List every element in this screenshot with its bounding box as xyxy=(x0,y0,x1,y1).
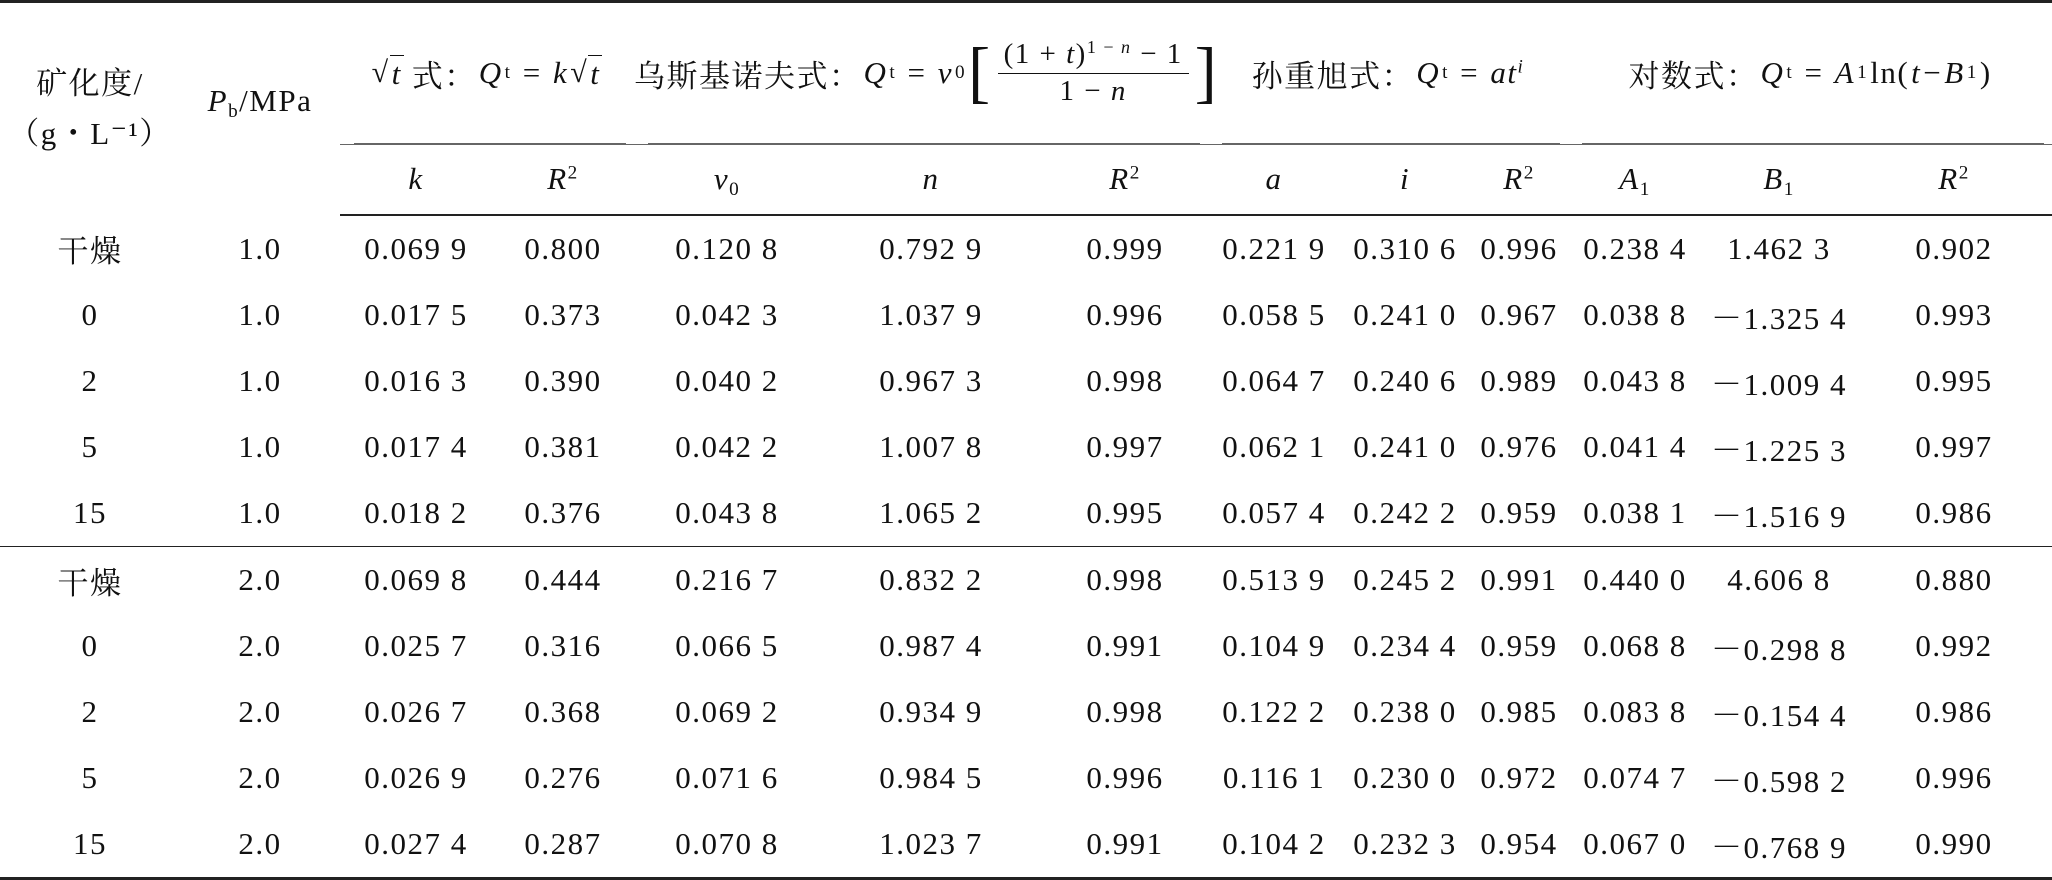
table-cell: 0.116 1 xyxy=(1222,760,1326,795)
header-pb: $P_b$/MPa xyxy=(207,83,313,122)
table-cell: 0 xyxy=(81,297,99,332)
table-cell: 1.007 8 xyxy=(879,429,983,464)
table-cell: 0.998 xyxy=(1086,694,1164,729)
table-cell: 0.238 4 xyxy=(1583,231,1687,266)
table-row xyxy=(0,613,2052,679)
table-row xyxy=(0,745,2052,811)
table-cell: 0.276 xyxy=(524,760,602,795)
table-cell: 0.043 8 xyxy=(1583,363,1687,398)
table-cell: 0.069 2 xyxy=(675,694,779,729)
table-cell: 干燥 xyxy=(57,234,123,269)
table-cell: 0.122 2 xyxy=(1222,694,1326,729)
subheader-a1: $A_1$ xyxy=(1568,144,1702,215)
table-cell: 2.0 xyxy=(238,628,282,663)
header-row-1 xyxy=(0,2,2052,144)
table-cell: 0.800 xyxy=(524,231,602,266)
table-cell: 0.245 2 xyxy=(1340,547,1470,614)
table-cell: 0.986 xyxy=(1915,694,1993,729)
table-cell: 0.069 9 xyxy=(364,231,468,266)
table-row xyxy=(0,348,2052,414)
header-group-uskinov: 乌斯基诺夫式： Q t = v 0 [ $\frac{(1 + t)^{1 - n} - 1}{1 - n}$ ] xyxy=(634,2,1208,144)
table-cell: 5 xyxy=(81,760,99,795)
table-cell: 4.606 8 xyxy=(1702,547,1856,614)
table-cell: 0.995 xyxy=(1086,495,1164,530)
table-cell: 0.513 9 xyxy=(1208,547,1340,614)
table-cell: 0.986 xyxy=(1915,495,1993,530)
table-cell: －0.298 8 xyxy=(1711,631,1848,667)
table-cell: 0.026 9 xyxy=(364,760,468,795)
table-cell: 2.0 xyxy=(238,826,282,861)
subheader-r2-b: $R^2$ xyxy=(1042,144,1208,215)
subheader-b1: $B_1$ xyxy=(1702,144,1856,215)
table-cell: －1.516 9 xyxy=(1711,498,1848,534)
table-cell: 0.832 2 xyxy=(820,547,1042,614)
table-cell: 0.038 8 xyxy=(1583,297,1687,332)
table-cell: 0.995 xyxy=(1915,363,1993,398)
table-cell: 0.221 9 xyxy=(1222,231,1326,266)
table-cell: 0.998 xyxy=(1042,547,1208,614)
table-cell: 干燥 xyxy=(0,547,180,614)
table-row xyxy=(0,679,2052,745)
table-row xyxy=(0,215,2052,282)
group-sqrt-label: 式： xyxy=(411,58,477,94)
table-cell: 0.042 3 xyxy=(675,297,779,332)
header-mineralization xyxy=(0,2,180,216)
table-cell: 0.996 xyxy=(1086,297,1164,332)
subheader-i: i xyxy=(1340,144,1470,215)
table-cell: 0.017 5 xyxy=(364,297,468,332)
table-cell: 0.991 xyxy=(1086,826,1164,861)
table-cell: 0.287 xyxy=(524,826,602,861)
table-cell: 0.230 0 xyxy=(1353,760,1457,795)
table-cell: 0.880 xyxy=(1856,547,2052,614)
table-cell: 0.026 7 xyxy=(364,694,468,729)
table-cell: 0.967 xyxy=(1480,297,1558,332)
table-cell: 0.985 xyxy=(1480,694,1558,729)
table-cell: －0.154 4 xyxy=(1711,697,1848,733)
table-cell: 0.018 2 xyxy=(364,495,468,530)
table-cell: 0.083 8 xyxy=(1583,694,1687,729)
table-cell: 2.0 xyxy=(238,760,282,795)
table-cell: 0.959 xyxy=(1480,495,1558,530)
table-cell: 1.065 2 xyxy=(879,495,983,530)
table-cell: 0.234 4 xyxy=(1353,628,1457,663)
table-cell: 2 xyxy=(81,694,99,729)
table-cell: 0.440 0 xyxy=(1568,547,1702,614)
table-cell: 0.016 3 xyxy=(364,363,468,398)
header-mineralization-line1: 矿化度/ xyxy=(36,66,144,102)
table-cell: 0.997 xyxy=(1915,429,1993,464)
group-uskinov-label: 乌斯基诺夫式： xyxy=(634,58,862,94)
subheader-r2-d: $R^2$ xyxy=(1856,144,2052,215)
table-cell: 0.017 4 xyxy=(364,429,468,464)
table-cell: 0.967 3 xyxy=(879,363,983,398)
table-cell: 0.104 9 xyxy=(1222,628,1326,663)
table-cell: 0.043 8 xyxy=(675,495,779,530)
table-cell: 0.959 xyxy=(1480,628,1558,663)
table-row xyxy=(0,480,2052,547)
table-cell: 0.057 4 xyxy=(1222,495,1326,530)
table-cell: 0.996 xyxy=(1086,760,1164,795)
table-cell: 0.954 xyxy=(1480,826,1558,861)
table-cell: －1.225 3 xyxy=(1711,432,1848,468)
table-cell: 0.071 6 xyxy=(675,760,779,795)
table-cell: 1.0 xyxy=(238,429,282,464)
table-cell: 0.376 xyxy=(524,495,602,530)
table-row xyxy=(0,811,2052,879)
table-cell: 0.042 2 xyxy=(675,429,779,464)
table-cell: 0.025 7 xyxy=(364,628,468,663)
table-cell: －0.598 2 xyxy=(1711,763,1848,799)
subheader-r2-a: $R^2$ xyxy=(492,144,634,215)
table-cell: 0.991 xyxy=(1086,628,1164,663)
header-group-sun: 孙重旭式： Q t = $at^i$ xyxy=(1208,2,1568,144)
header-group-log: 对数式： Q t = A 1 ln( t − B 1 ) xyxy=(1568,2,2052,144)
table-cell: 0.238 0 xyxy=(1353,694,1457,729)
table-cell: 0.998 xyxy=(1086,363,1164,398)
group-sun-label: 孙重旭式： xyxy=(1251,58,1415,94)
subheader-a: a xyxy=(1208,144,1340,215)
table-cell: 0.120 8 xyxy=(675,231,779,266)
table-cell: 0.902 xyxy=(1915,231,1993,266)
table-cell: 0.792 9 xyxy=(879,231,983,266)
table-cell: 0.040 2 xyxy=(675,363,779,398)
table-cell: 0.066 5 xyxy=(675,628,779,663)
table-row xyxy=(0,414,2052,480)
table-cell: 0.381 xyxy=(524,429,602,464)
subheader-n: n xyxy=(820,144,1042,215)
table-cell: 0.368 xyxy=(524,694,602,729)
table-cell: 0.996 xyxy=(1480,231,1558,266)
table-cell: 0.041 4 xyxy=(1583,429,1687,464)
table-cell: 0.992 xyxy=(1915,628,1993,663)
table-cell: 0.242 2 xyxy=(1353,495,1457,530)
table-cell: 0.999 xyxy=(1086,231,1164,266)
table-cell: 0 xyxy=(81,628,99,663)
table-cell: 0.987 4 xyxy=(879,628,983,663)
subheader-r2-c: $R^2$ xyxy=(1470,144,1568,215)
table-cell: 15 xyxy=(73,495,107,530)
table-cell: 0.216 7 xyxy=(634,547,820,614)
table-cell: 1.0 xyxy=(238,297,282,332)
table-cell: 0.240 6 xyxy=(1353,363,1457,398)
table-cell: 0.074 7 xyxy=(1583,760,1687,795)
table-cell: 0.070 8 xyxy=(675,826,779,861)
subheader-v0: $v_0$ xyxy=(634,144,820,215)
table-body xyxy=(0,215,2052,879)
table-cell: 1.462 3 xyxy=(1727,231,1831,266)
table-cell: 5 xyxy=(81,429,99,464)
table-cell: 0.984 5 xyxy=(879,760,983,795)
table-row xyxy=(0,547,2052,614)
table-cell: 0.993 xyxy=(1915,297,1993,332)
table-cell: 0.067 0 xyxy=(1583,826,1687,861)
group-log-label: 对数式： xyxy=(1628,58,1759,94)
subheader-k: k xyxy=(340,144,492,215)
table-cell: 0.373 xyxy=(524,297,602,332)
table-cell: 0.058 5 xyxy=(1222,297,1326,332)
table-cell: 0.444 xyxy=(492,547,634,614)
table-row xyxy=(0,282,2052,348)
table-cell: 0.934 9 xyxy=(879,694,983,729)
table-cell: 2.0 xyxy=(238,694,282,729)
table-cell: 0.068 8 xyxy=(1583,628,1687,663)
table-cell: 0.989 xyxy=(1480,363,1558,398)
table-cell: 0.976 xyxy=(1480,429,1558,464)
table-cell: 0.316 xyxy=(524,628,602,663)
table-cell: 1.037 9 xyxy=(879,297,983,332)
table-cell: 0.232 3 xyxy=(1353,826,1457,861)
table-cell: 0.241 0 xyxy=(1353,429,1457,464)
table-cell: 0.069 8 xyxy=(340,547,492,614)
table-cell: 0.390 xyxy=(524,363,602,398)
header-mineralization-line2: （g・L⁻¹） xyxy=(8,116,172,151)
table-cell: 0.991 xyxy=(1470,547,1568,614)
header-group-sqrt: √ t 式： Q t = k √ t xyxy=(340,2,634,144)
table-cell: 0.990 xyxy=(1915,826,1993,861)
table-cell: 0.064 7 xyxy=(1222,363,1326,398)
table-cell: 0.310 6 xyxy=(1353,231,1457,266)
table-cell: 0.027 4 xyxy=(364,826,468,861)
table-cell: 1.0 xyxy=(238,363,282,398)
table-cell: 2 xyxy=(81,363,99,398)
header-pb-unit: /MPa xyxy=(239,83,313,118)
table-cell: 1.0 xyxy=(238,495,282,530)
table-cell: 15 xyxy=(73,826,107,861)
table-cell: －0.768 9 xyxy=(1711,829,1848,865)
table-cell: 0.996 xyxy=(1915,760,1993,795)
table-cell: 1.023 7 xyxy=(879,826,983,861)
table-cell: 0.038 1 xyxy=(1583,495,1687,530)
table-cell: 1.0 xyxy=(238,230,282,266)
table-cell: 0.997 xyxy=(1086,429,1164,464)
table-cell: 0.241 0 xyxy=(1353,297,1457,332)
table-cell: 0.062 1 xyxy=(1222,429,1326,464)
table-cell: 0.104 2 xyxy=(1222,826,1326,861)
table-cell: 0.972 xyxy=(1480,760,1558,795)
table-cell: －1.009 4 xyxy=(1711,366,1848,402)
table-cell: 2.0 xyxy=(180,547,340,614)
table-cell: －1.325 4 xyxy=(1711,300,1848,336)
